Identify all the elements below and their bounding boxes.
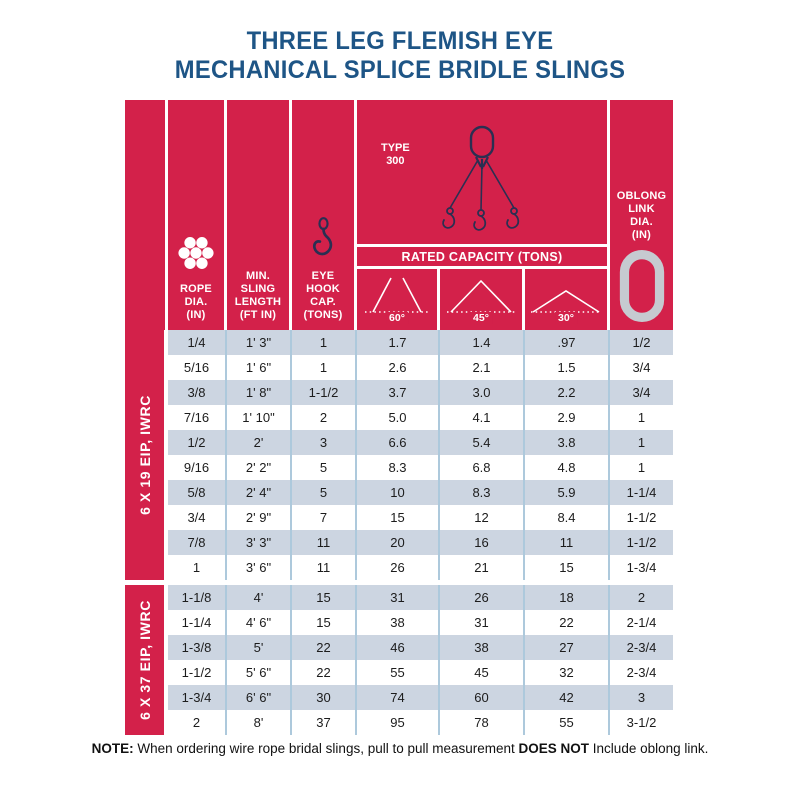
table-cell: 3-1/2 bbox=[610, 710, 673, 735]
table-cell: 2-3/4 bbox=[610, 660, 673, 685]
table-cell: 5/16 bbox=[168, 355, 227, 380]
table-row bbox=[168, 380, 673, 405]
angle-60-label: 60° bbox=[386, 312, 408, 324]
table-cell: 2' 4" bbox=[227, 480, 292, 505]
table-cell: 26 bbox=[440, 585, 525, 610]
table-cell: 22 bbox=[292, 660, 357, 685]
table-cell: 5.4 bbox=[440, 430, 525, 455]
header-min-sling-length bbox=[227, 100, 292, 330]
header-type300-area bbox=[357, 100, 607, 244]
oblong-link-icon bbox=[617, 250, 667, 327]
angle-30-icon bbox=[525, 269, 607, 330]
table-section bbox=[125, 330, 673, 580]
table-cell: 1-3/8 bbox=[168, 635, 227, 660]
table-cell: 22 bbox=[525, 610, 610, 635]
table-header bbox=[125, 100, 673, 330]
table-cell: 1-1/4 bbox=[168, 610, 227, 635]
table-cell: 1 bbox=[610, 405, 673, 430]
table-cell: 3/4 bbox=[610, 355, 673, 380]
table-cell: 2-3/4 bbox=[610, 635, 673, 660]
angle-45-icon bbox=[440, 269, 525, 330]
table-cell: 1-1/2 bbox=[168, 660, 227, 685]
table-cell: 2-1/4 bbox=[610, 610, 673, 635]
table-cell: 3/4 bbox=[610, 380, 673, 405]
table-cell: 3' 6" bbox=[227, 555, 292, 580]
table-row bbox=[168, 405, 673, 430]
table-cell: 16 bbox=[440, 530, 525, 555]
table-body bbox=[125, 330, 673, 735]
header-section-spacer bbox=[125, 100, 168, 330]
angle-30-label: 30° bbox=[555, 312, 577, 324]
table-cell: 2.2 bbox=[525, 380, 610, 405]
table-cell: 60 bbox=[440, 685, 525, 710]
table-cell: 3.0 bbox=[440, 380, 525, 405]
angle-45-label: 45° bbox=[470, 312, 492, 324]
table-cell: 11 bbox=[292, 530, 357, 555]
table-row bbox=[168, 610, 673, 635]
table-cell: 15 bbox=[357, 505, 440, 530]
table-cell: 11 bbox=[292, 555, 357, 580]
table-cell: 6.6 bbox=[357, 430, 440, 455]
table-cell: 78 bbox=[440, 710, 525, 735]
table-cell: 1 bbox=[292, 330, 357, 355]
table-cell: 1' 10" bbox=[227, 405, 292, 430]
table-cell: 8' bbox=[227, 710, 292, 735]
table-cell: 74 bbox=[357, 685, 440, 710]
table-cell: 5/8 bbox=[168, 480, 227, 505]
table-row bbox=[168, 530, 673, 555]
table-cell: 15 bbox=[292, 585, 357, 610]
footnote-text2: Include oblong link. bbox=[589, 741, 709, 756]
table-cell: 12 bbox=[440, 505, 525, 530]
table-cell: 2 bbox=[292, 405, 357, 430]
table-cell: 2' bbox=[227, 430, 292, 455]
table-cell: 9/16 bbox=[168, 455, 227, 480]
angle-header-row bbox=[357, 269, 607, 330]
table-row bbox=[168, 505, 673, 530]
section-label-bar bbox=[125, 585, 168, 735]
table-cell: 2.6 bbox=[357, 355, 440, 380]
table-cell: 15 bbox=[525, 555, 610, 580]
page-title-line2: MECHANICAL SPLICE BRIDLE SLINGS bbox=[174, 56, 626, 84]
table-cell: 4' bbox=[227, 585, 292, 610]
table-row bbox=[168, 355, 673, 380]
table-cell: 21 bbox=[440, 555, 525, 580]
table-cell: 32 bbox=[525, 660, 610, 685]
table-cell: 55 bbox=[525, 710, 610, 735]
footnote-does-not: DOES NOT bbox=[518, 741, 590, 756]
table-cell: 8.4 bbox=[525, 505, 610, 530]
table-cell: 2' 2" bbox=[227, 455, 292, 480]
table-row bbox=[168, 660, 673, 685]
table-cell: 30 bbox=[292, 685, 357, 710]
table-cell: 1-1/8 bbox=[168, 585, 227, 610]
table-cell: 18 bbox=[525, 585, 610, 610]
table-cell: 3 bbox=[292, 430, 357, 455]
table-cell: 1/2 bbox=[168, 430, 227, 455]
table-cell: 3/4 bbox=[168, 505, 227, 530]
header-min-sling-length-label: MIN. SLING LENGTH (FT IN) bbox=[234, 270, 282, 321]
section-label-bar bbox=[125, 330, 168, 580]
table-cell: 3.8 bbox=[525, 430, 610, 455]
header-rated-capacity-group bbox=[357, 100, 610, 330]
table-cell: 2 bbox=[168, 710, 227, 735]
page-title bbox=[0, 27, 800, 85]
table-cell: 7 bbox=[292, 505, 357, 530]
eye-hook-icon bbox=[310, 217, 337, 264]
table-cell: 2.9 bbox=[525, 405, 610, 430]
table-cell: 7/16 bbox=[168, 405, 227, 430]
three-leg-sling-illustration bbox=[440, 124, 524, 243]
table-cell: 95 bbox=[357, 710, 440, 735]
table-row bbox=[168, 480, 673, 505]
table-cell: 31 bbox=[440, 610, 525, 635]
table-cell: 5.0 bbox=[357, 405, 440, 430]
rated-capacity-label: RATED CAPACITY (TONS) bbox=[401, 249, 563, 264]
table-cell: 2 bbox=[610, 585, 673, 610]
table-cell: 6.8 bbox=[440, 455, 525, 480]
table-cell: 3/8 bbox=[168, 380, 227, 405]
header-rope-dia bbox=[168, 100, 227, 330]
section-label: 6 X 19 EIP, IWRC bbox=[136, 395, 153, 515]
wire-rope-cross-section-icon bbox=[177, 234, 215, 277]
table-cell: 1-1/2 bbox=[292, 380, 357, 405]
table-cell: 20 bbox=[357, 530, 440, 555]
table-row bbox=[168, 685, 673, 710]
table-cell: 15 bbox=[292, 610, 357, 635]
table-cell: 4.1 bbox=[440, 405, 525, 430]
table-row bbox=[168, 710, 673, 735]
table-cell: 46 bbox=[357, 635, 440, 660]
table-cell: 6' 6" bbox=[227, 685, 292, 710]
table-cell: 7/8 bbox=[168, 530, 227, 555]
table-cell: 1 bbox=[610, 455, 673, 480]
table-cell: 3 bbox=[610, 685, 673, 710]
table-cell: 1-1/2 bbox=[610, 530, 673, 555]
table-row bbox=[168, 635, 673, 660]
table-cell: 1.7 bbox=[357, 330, 440, 355]
table-cell: 1.5 bbox=[525, 355, 610, 380]
table-cell: 3' 3" bbox=[227, 530, 292, 555]
header-oblong-link-label: OBLONG LINK DIA. (IN) bbox=[616, 190, 667, 241]
footnote bbox=[0, 741, 800, 756]
table-cell: 2.1 bbox=[440, 355, 525, 380]
table-cell: 1-3/4 bbox=[168, 685, 227, 710]
table-cell: 5 bbox=[292, 455, 357, 480]
table-row bbox=[168, 455, 673, 480]
header-eye-hook-cap-label: EYE HOOK CAP. (TONS) bbox=[303, 270, 343, 321]
table-cell: 1' 8" bbox=[227, 380, 292, 405]
table-cell: 1' 6" bbox=[227, 355, 292, 380]
table-cell: 1 bbox=[292, 355, 357, 380]
table-cell: 45 bbox=[440, 660, 525, 685]
table-cell: 38 bbox=[357, 610, 440, 635]
table-cell: 1-1/2 bbox=[610, 505, 673, 530]
footnote-note-prefix: NOTE: bbox=[91, 741, 134, 756]
table-cell: 1 bbox=[610, 430, 673, 455]
table-cell: 1-3/4 bbox=[610, 555, 673, 580]
table-cell: 11 bbox=[525, 530, 610, 555]
section-label: 6 X 37 EIP, IWRC bbox=[136, 600, 153, 720]
table-row bbox=[168, 585, 673, 610]
page-title-line1: THREE LEG FLEMISH EYE bbox=[246, 27, 554, 55]
table-cell: 1/4 bbox=[168, 330, 227, 355]
table-cell: 1-1/4 bbox=[610, 480, 673, 505]
table-cell: 2' 9" bbox=[227, 505, 292, 530]
table-cell: 8.3 bbox=[440, 480, 525, 505]
table-cell: 1/2 bbox=[610, 330, 673, 355]
table-row bbox=[168, 555, 673, 580]
table-cell: 27 bbox=[525, 635, 610, 660]
table-cell: 31 bbox=[357, 585, 440, 610]
table-cell: 42 bbox=[525, 685, 610, 710]
table-cell: 22 bbox=[292, 635, 357, 660]
angle-60-icon bbox=[357, 269, 440, 330]
table-section bbox=[125, 585, 673, 735]
table-cell: 5.9 bbox=[525, 480, 610, 505]
table-cell: 5' 6" bbox=[227, 660, 292, 685]
table-cell: 38 bbox=[440, 635, 525, 660]
header-rope-dia-label: ROPE DIA. (IN) bbox=[180, 283, 212, 321]
table-cell: 5 bbox=[292, 480, 357, 505]
table-cell: 1 bbox=[168, 555, 227, 580]
table-cell: 4' 6" bbox=[227, 610, 292, 635]
rated-capacity-band bbox=[357, 244, 607, 269]
table-cell: 1' 3" bbox=[227, 330, 292, 355]
table-cell: 37 bbox=[292, 710, 357, 735]
table-cell: 8.3 bbox=[357, 455, 440, 480]
table-row bbox=[168, 330, 673, 355]
table-cell: 55 bbox=[357, 660, 440, 685]
table-cell: 26 bbox=[357, 555, 440, 580]
table-cell: 3.7 bbox=[357, 380, 440, 405]
header-oblong-link bbox=[610, 100, 673, 330]
table-cell: .97 bbox=[525, 330, 610, 355]
header-eye-hook-cap bbox=[292, 100, 357, 330]
table-cell: 1.4 bbox=[440, 330, 525, 355]
table-cell: 5' bbox=[227, 635, 292, 660]
footnote-text1: When ordering wire rope bridal slings, pull to pull measurement bbox=[133, 741, 519, 756]
table-cell: 4.8 bbox=[525, 455, 610, 480]
table-cell: 10 bbox=[357, 480, 440, 505]
table-row bbox=[168, 430, 673, 455]
type-300-label: TYPE 300 bbox=[381, 142, 410, 167]
sling-capacity-table bbox=[125, 100, 673, 735]
